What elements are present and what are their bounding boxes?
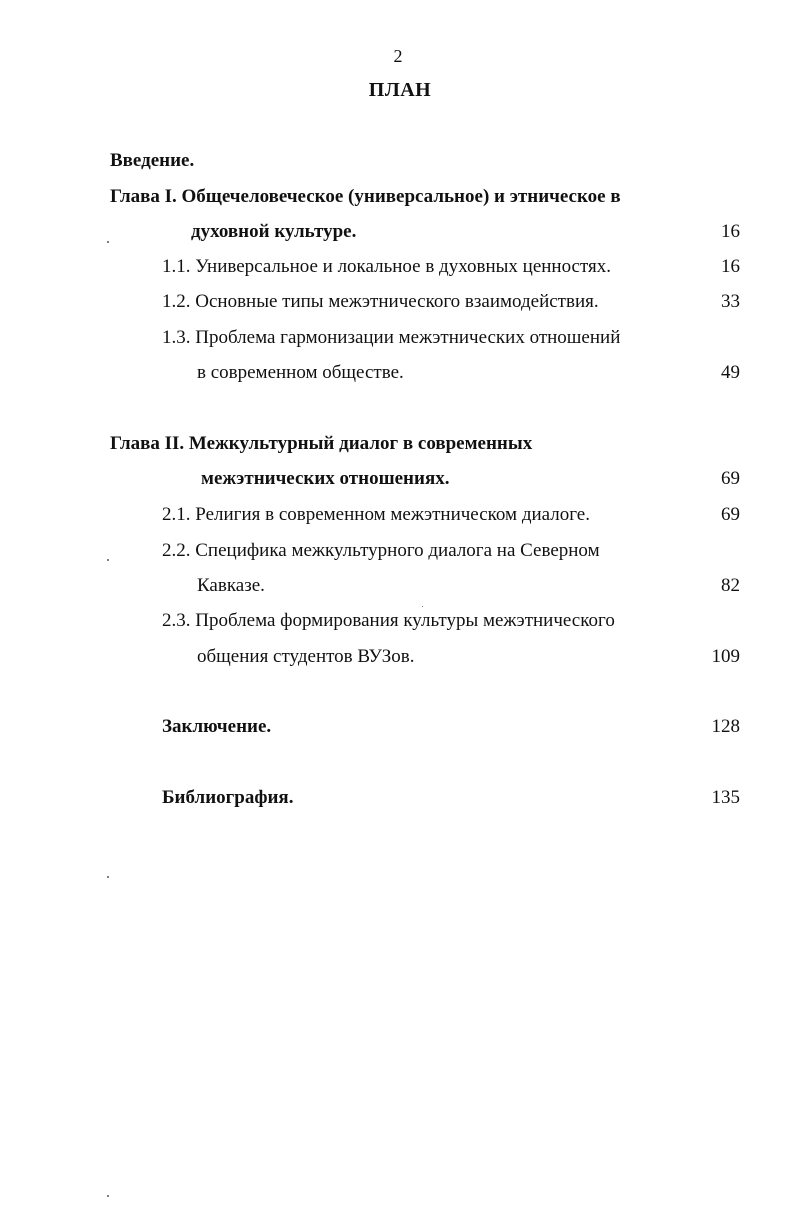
toc-section-2-2-cont: Кавказе.: [197, 575, 265, 596]
toc-section-1-3-cont: в современном обществе.: [197, 362, 404, 383]
toc-section-1-1: 1.1. Универсальное и локальное в духовных ценностях.: [162, 256, 612, 277]
toc-bibliography-page: 135: [711, 787, 740, 808]
toc-section-2-1-page: 69: [721, 504, 740, 525]
page-title: ПЛАН: [368, 79, 432, 101]
toc-section-1-3-page: 49: [721, 362, 740, 383]
toc-section-2-2-page: 82: [721, 575, 740, 596]
toc-section-2-2: 2.2. Специфика межкультурного диалога на Северном: [162, 540, 600, 561]
scan-artifact-dot: [107, 559, 109, 561]
toc-chapter2-page: 69: [721, 468, 740, 489]
scan-artifact-dot: [422, 606, 423, 607]
toc-section-1-1-page: 16: [721, 256, 740, 277]
toc-section-2-1: 2.1. Религия в современном межэтническом диалоге.: [162, 504, 590, 525]
toc-chapter1-page: 16: [721, 221, 740, 242]
toc-section-1-2-page: 33: [721, 291, 740, 312]
toc-chapter1-heading: Глава I. Общечеловеческое (универсальное) и этническое в: [110, 186, 621, 207]
toc-section-2-3-page: 109: [711, 646, 740, 667]
toc-section-1-3: 1.3. Проблема гармонизации межэтнических отношений: [162, 327, 621, 348]
page-number: 2: [393, 46, 403, 66]
scan-artifact-dot: [107, 1195, 109, 1197]
toc-chapter1-heading-cont: духовной культуре.: [191, 221, 357, 242]
toc-conclusion: Заключение.: [162, 716, 272, 737]
toc-conclusion-page: 128: [711, 716, 740, 737]
toc-section-2-3: 2.3. Проблема формирования культуры межэтнического: [162, 610, 615, 631]
toc-bibliography: Библиография.: [162, 787, 294, 808]
toc-section-2-3-cont: общения студентов ВУЗов.: [197, 646, 415, 667]
scan-artifact-dot: [107, 241, 109, 243]
toc-intro: Введение.: [110, 150, 195, 171]
scan-artifact-dot: [107, 876, 109, 878]
toc-chapter2-heading: Глава II. Межкультурный диалог в современных: [110, 433, 533, 454]
toc-chapter2-heading-cont: межэтнических отношениях.: [201, 468, 450, 489]
toc-section-1-2: 1.2. Основные типы межэтнического взаимодействия.: [162, 291, 599, 312]
